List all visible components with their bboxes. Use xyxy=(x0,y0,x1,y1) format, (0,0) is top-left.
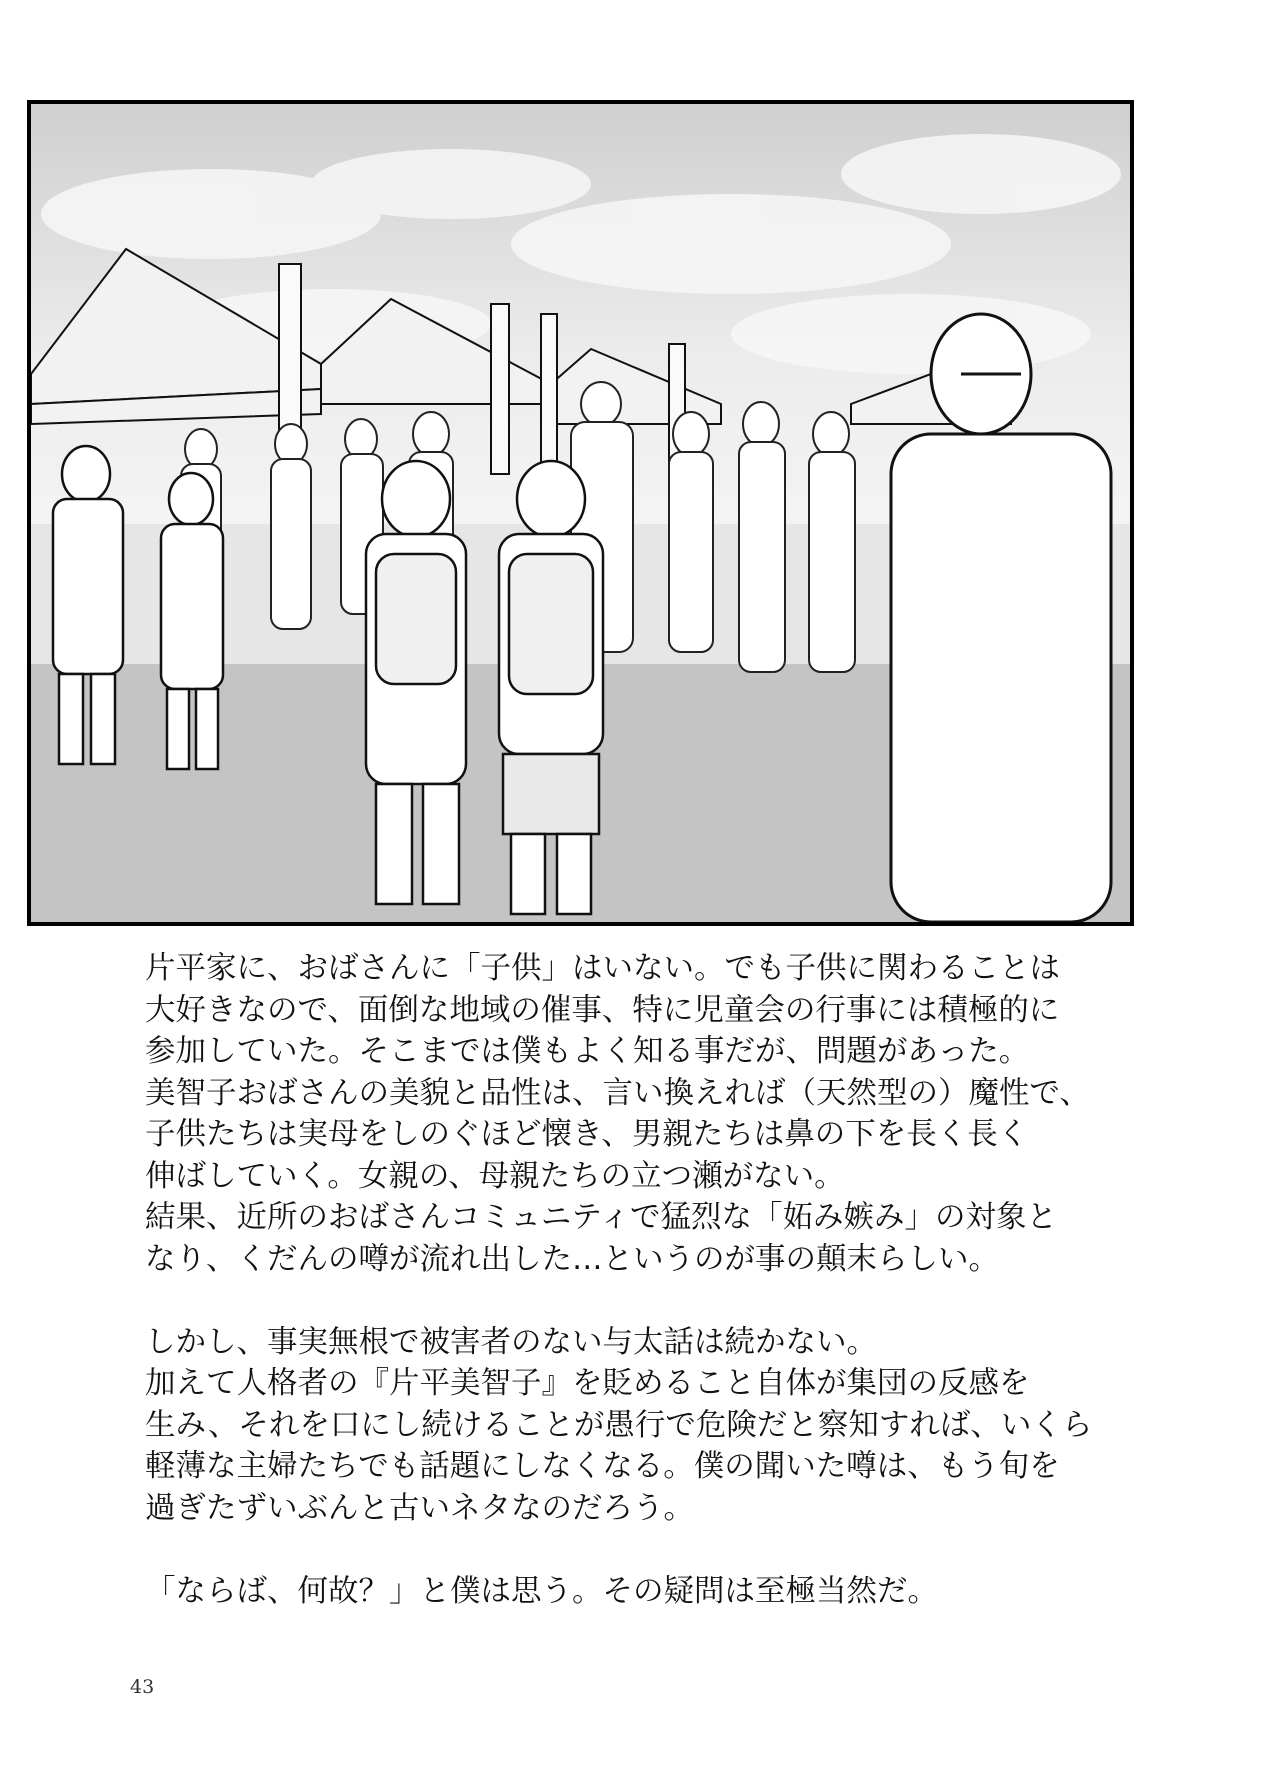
festival-crowd-illustration xyxy=(31,104,1130,922)
page-number: 43 xyxy=(130,1676,155,1698)
text-line: 軽薄な主婦たちでも話題にしなくなる。僕の聞いた噂は、もう旬を xyxy=(145,1449,1060,1484)
text-line: しかし、事実無根で被害者のない与太話は続かない。 xyxy=(145,1324,877,1360)
text-line: なり、くだんの噂が流れ出した…というのが事の顛末らしい。 xyxy=(145,1241,999,1277)
text-line: 参加していた。そこまでは僕もよく知る事だが、問題があった。 xyxy=(145,1034,1030,1069)
illustration-panel xyxy=(27,100,1134,926)
text-line: 結果、近所のおばさんコミュニティで猛烈な「妬み嫉み」の対象と xyxy=(145,1200,1057,1235)
paragraph-1 xyxy=(145,948,1145,1280)
text-line: 過ぎたずいぶんと古いネタなのだろう。 xyxy=(145,1490,694,1526)
body-text xyxy=(145,948,1145,1612)
text-line: 大好きなので、面倒な地域の催事、特に児童会の行事には積極的に xyxy=(145,992,1060,1028)
text-line: 伸ばしていく。女親の、母親たちの立つ瀬がない。 xyxy=(145,1158,845,1194)
text-line: 生み、それを口にし続けることが愚行で危険だと察知すれば、いくら xyxy=(145,1407,1093,1443)
text-line: 「ならば、何故？」と僕は思う。その疑問は至極当然だ。 xyxy=(145,1573,938,1609)
paragraph-2 xyxy=(145,1322,1145,1530)
text-line: 片平家に、おばさんに「子供」はいない。でも子供に関わることは xyxy=(145,951,1060,986)
paragraph-3 xyxy=(145,1571,1145,1613)
text-line: 加えて人格者の『片平美智子』を貶めること自体が集団の反感を xyxy=(145,1366,1030,1401)
text-line: 美智子おばさんの美貌と品性は、言い換えれば（天然型の）魔性で、 xyxy=(145,1075,1090,1111)
text-line: 子供たちは実母をしのぐほど懐き、男親たちは鼻の下を長く長く xyxy=(145,1117,1029,1152)
